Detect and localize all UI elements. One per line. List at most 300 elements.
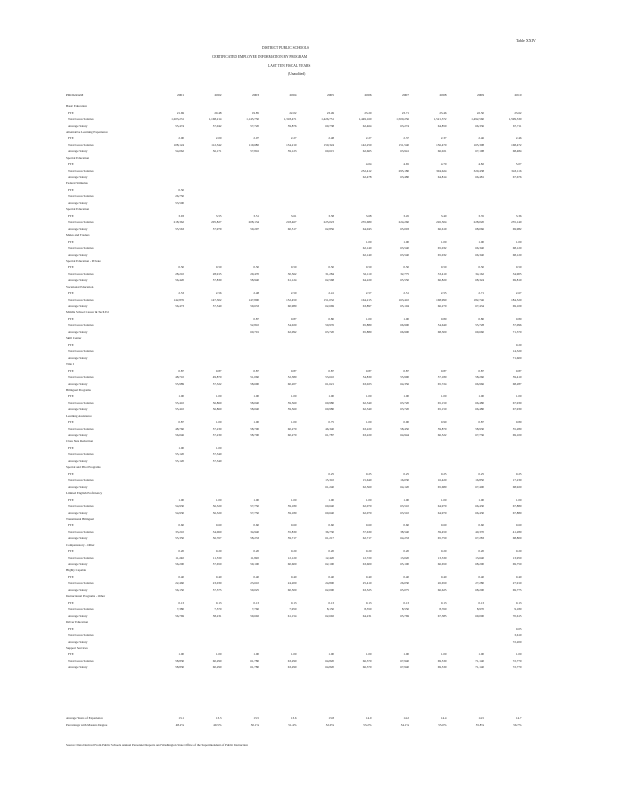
row-label-fte: FTE [68, 291, 74, 296]
cell-total: 71,140 [475, 658, 484, 663]
cell-total: 165,308 [473, 142, 484, 147]
cell-total: 58,700 [250, 426, 259, 431]
cell-fte: 0.87 [290, 316, 297, 321]
cell-fte: 0.90 [403, 420, 409, 425]
cell-avg: 60,500 [287, 587, 297, 592]
cell-total: 48,710 [175, 375, 184, 379]
cell-avg: 59,180 [287, 510, 297, 515]
row-label-total: Total Gross Salaries [68, 529, 94, 534]
program-section [66, 233, 536, 259]
cell-total: 60,980 [325, 400, 334, 405]
row-label-fte: FTE [68, 368, 74, 373]
cell-total: 57,340 [212, 452, 222, 457]
cell-fte: 23.46 [439, 110, 447, 115]
cell-avg: 67,400 [475, 484, 484, 489]
cell-fte: 1.00 [178, 394, 184, 399]
cell-total: 37,630 [362, 529, 372, 534]
cell-fte: 23.62 [514, 110, 522, 115]
row-label-fte: FTE [68, 394, 74, 399]
cell-total: 67,880 [512, 504, 522, 508]
cell-avg: 63,290 [287, 665, 297, 670]
cell-total: 218,467 [286, 220, 297, 225]
cell-fte: 0.50 [328, 265, 334, 270]
cell-fte: 0.13 [328, 600, 334, 605]
footer-cell: 53.2% [363, 723, 372, 727]
cell-total: 1,203,231 [171, 117, 184, 121]
cell-avg: 70,615 [512, 613, 522, 618]
row-label-total: Total Gross Salaries [68, 607, 94, 612]
cell-total: 63,290 [287, 658, 297, 663]
cell-total: 8,350 [364, 607, 372, 612]
cell-fte: 0.60 [178, 523, 184, 528]
cell-avg: 53,500 [175, 200, 184, 205]
cell-total: 13,020 [400, 555, 409, 560]
cell-total: 54,830 [362, 375, 372, 379]
cell-total: 52,810 [250, 323, 259, 328]
cell-total: 224,260 [398, 220, 409, 225]
cell-fte: 0.80 [515, 316, 522, 321]
cell-fte: 3.51 [253, 213, 259, 218]
cell-total: 57,180 [437, 375, 447, 379]
program-title: Learning Assistance [66, 413, 92, 418]
cell-fte: 0.75 [328, 420, 334, 425]
program-title: Males and Traders [66, 233, 90, 237]
cell-avg: 58,700 [250, 433, 259, 438]
cell-fte: 22.02 [289, 110, 297, 115]
cell-fte: 2.37 [440, 136, 447, 141]
cell-avg: 62,568 [325, 278, 334, 283]
row-label-avg: Average Salary [68, 613, 88, 618]
cell-avg: 63,274 [400, 123, 409, 128]
cell-avg: 56,150 [175, 587, 184, 592]
cell-total: 134,210 [286, 142, 297, 147]
footer-cell: 13.8 [328, 716, 334, 720]
row-label-total: Total Gross Salaries [68, 323, 94, 328]
cell-fte: 0.80 [440, 316, 447, 321]
cell-fte: 2.00 [178, 136, 184, 141]
cell-fte: 0.60 [403, 523, 409, 528]
cell-fte: 2.27 [365, 136, 372, 141]
cell-avg: 55,989 [175, 381, 184, 386]
cell-total: 28,210 [175, 271, 184, 276]
cell-avg: 64,850 [437, 123, 447, 128]
cell-avg: 55,350 [175, 536, 184, 541]
cell-avg: 71,600 [512, 355, 522, 360]
cell-fte: 3.35 [478, 213, 484, 218]
cell-avg: 72,200 [512, 639, 522, 644]
cell-total: 27,280 [475, 581, 484, 586]
cell-fte: 1.00 [290, 497, 297, 502]
cell-total: 12,120 [287, 555, 297, 560]
program-section [66, 259, 536, 285]
cell-avg: 60,600 [287, 562, 297, 567]
cell-total: 218,362 [173, 220, 184, 225]
cell-total: 156,470 [436, 142, 447, 147]
cell-avg: 67,711 [512, 123, 522, 128]
cell-avg: 63,941 [400, 149, 409, 154]
year-col-2001: 2001 [177, 93, 184, 97]
cell-avg: 65,032 [437, 252, 447, 257]
cell-fte: 1.00 [515, 497, 522, 502]
cell-avg: 64,231 [362, 613, 372, 618]
row-label-fte: FTE [68, 239, 74, 244]
cell-fte: 0.40 [515, 574, 522, 579]
row-label-total: Total Gross Salaries [68, 478, 94, 483]
cell-total: 168,990 [436, 297, 447, 302]
row-label-fte: FTE [68, 445, 74, 450]
cell-avg: 59,123 [287, 149, 297, 154]
program-section [66, 388, 536, 414]
program-section [66, 465, 536, 491]
cell-fte: 2.67 [515, 291, 522, 296]
cell-avg: 64,120 [400, 484, 409, 489]
cell-fte: 0.13 [440, 600, 447, 605]
program-title: Support Services [66, 645, 88, 650]
cell-avg: 69,100 [512, 433, 522, 438]
row-label-avg: Average Salary [68, 355, 88, 360]
program-title: Alternative Learning Experience [66, 129, 108, 134]
cell-avg: 56,046 [175, 433, 184, 438]
cell-avg: 59,297 [250, 226, 259, 231]
cell-fte: 0.60 [253, 523, 259, 528]
header-line-1: DISTRICT PUBLIC SCHOOLS [262, 46, 310, 50]
row-label-fte: FTE [68, 497, 74, 502]
cell-total: 60,290 [212, 658, 222, 663]
cell-total: 65,032 [437, 246, 447, 250]
cell-avg: 61,240 [325, 484, 334, 489]
cell-fte: 0.25 [365, 471, 372, 476]
cell-avg: 60,270 [287, 433, 297, 438]
cell-total: 66,430 [475, 504, 484, 508]
year-col-2005: 2005 [327, 93, 334, 97]
row-label-fte: FTE [68, 136, 74, 141]
footer-cell: 49.5% [213, 723, 222, 727]
cell-avg: 69,982 [512, 226, 522, 231]
cell-avg: 68,200 [475, 562, 484, 567]
cell-avg: 61,780 [250, 665, 259, 670]
cell-avg: 55,120 [175, 458, 184, 463]
row-label-avg: Average Salary [68, 510, 88, 515]
cell-total: 16,850 [475, 478, 484, 483]
row-label-fte: FTE [68, 574, 74, 579]
cell-fte: 0.20 [328, 549, 334, 554]
cell-avg: 62,464 [362, 123, 372, 128]
cell-fte: 0.25 [403, 471, 409, 476]
cell-fte: 1.00 [403, 394, 409, 399]
program-title: Bilingual Programs [66, 387, 91, 392]
row-label-total: Total Gross Salaries [68, 194, 94, 199]
row-label-fte: FTE [68, 162, 74, 167]
cell-fte: 0.80 [328, 316, 334, 321]
cell-fte: 0.87 [253, 316, 259, 321]
cell-fte: 0.87 [178, 420, 184, 425]
cell-total: 142,876 [173, 297, 184, 302]
cell-fte: 0.13 [515, 600, 522, 605]
cell-avg: 57,230 [212, 433, 222, 438]
row-label-fte: FTE [68, 342, 74, 347]
row-label-avg: Average Salary [68, 123, 88, 128]
cell-avg: 64,970 [437, 510, 447, 515]
cell-total: 32,110 [362, 271, 372, 276]
row-label-avg: Average Salary [68, 381, 88, 386]
cell-fte: 0.50 [290, 265, 297, 270]
cell-avg: 63,480 [400, 175, 409, 180]
cell-total: 58,830 [175, 658, 184, 663]
cell-fte: 1.00 [328, 394, 334, 399]
cell-avg: 57,042 [212, 123, 222, 128]
cell-avg: 66,021 [437, 149, 447, 154]
cell-total: 65,150 [437, 400, 447, 405]
year-col-2006: 2006 [364, 93, 372, 97]
cell-avg: 68,066 [475, 226, 484, 231]
cell-avg: 66,340 [475, 252, 484, 257]
row-label-fte: FTE [68, 420, 74, 425]
row-label-avg: Average Salary [68, 149, 88, 154]
cell-total: 65,880 [362, 323, 372, 328]
cell-total: 68,120 [512, 246, 522, 250]
program-section [66, 181, 536, 207]
cell-avg: 56,420 [175, 278, 184, 283]
cell-fte: 0.40 [253, 574, 259, 579]
year-col-2003: 2003 [252, 93, 259, 97]
footer-row-label: Average Years of Experience [66, 716, 103, 720]
cell-total: 30,562 [287, 271, 297, 276]
cell-avg: 63,220 [362, 433, 372, 438]
cell-fte: 0.40 [478, 574, 484, 579]
footer-cell: 50.1% [250, 723, 259, 727]
cell-avg: 69,810 [512, 278, 522, 283]
cell-fte: 4.70 [440, 162, 447, 167]
cell-total: 12,420 [325, 555, 334, 560]
cell-avg: 62,856 [325, 226, 334, 231]
cell-fte: 1.00 [365, 497, 372, 502]
footer-cell: 51.4% [288, 723, 297, 727]
cell-total: 184,520 [511, 297, 522, 302]
cell-fte: 0.13 [215, 600, 222, 605]
cell-fte: 0.20 [365, 549, 372, 554]
cell-fte: 2.27 [290, 136, 297, 141]
program-title: Basic Education [66, 104, 87, 108]
cell-total: 48,760 [175, 426, 184, 431]
program-title: Transitional Bilingual [66, 516, 94, 521]
cell-avg: 56,171 [212, 149, 222, 154]
cell-total: 1,449,160 [358, 117, 372, 121]
cell-avg: 62,092 [287, 329, 297, 334]
program-title: Vocational Education [66, 284, 94, 289]
row-label-fte: FTE [68, 523, 74, 528]
cell-avg: 62,000 [325, 587, 334, 592]
program-section [66, 130, 536, 156]
cell-fte: 0.50 [440, 265, 447, 270]
cell-total: 151,032 [323, 297, 334, 302]
cell-avg: 58,690 [250, 381, 259, 386]
cell-fte: 2.41 [328, 291, 334, 296]
cell-total: 39,450 [437, 529, 447, 534]
cell-avg: 62,560 [362, 484, 372, 489]
cell-fte: 0.40 [403, 574, 409, 579]
cell-fte: 0.60 [440, 523, 447, 528]
cell-fte: 1.00 [440, 652, 447, 657]
cell-fte: 1.00 [290, 394, 297, 399]
cell-total: 16,030 [400, 478, 409, 483]
cell-total: 7,570 [214, 607, 222, 612]
cell-total: 66,900 [400, 323, 409, 328]
cell-total: 26,750 [175, 194, 184, 199]
cell-fte: 1.00 [215, 497, 222, 502]
footer-cell: 48.2% [175, 723, 184, 727]
program-section [66, 646, 536, 672]
cell-avg: 65,880 [362, 329, 372, 334]
cell-total: 208,134 [248, 220, 259, 225]
cell-total: 108,124 [173, 142, 184, 147]
cell-avg: 61,217 [325, 536, 334, 541]
cell-avg: 65,100 [400, 562, 409, 567]
cell-avg: 62,665 [362, 149, 372, 154]
source-note: Source: Data Derived From Public Schools Annual Personnel Reports and Washington State Office of the Superintendent of Public Instruction [66, 743, 248, 747]
cell-fte: 23.71 [401, 110, 409, 115]
cell-fte: 1.00 [515, 239, 522, 244]
row-label-total: Total Gross Salaries [68, 504, 94, 508]
cell-total: 14,320 [512, 349, 522, 354]
cell-total: 63,540 [400, 246, 409, 250]
cell-fte: 0.20 [478, 549, 484, 554]
program-title: Class Size Reduction [66, 439, 94, 444]
cell-avg: 54,062 [175, 149, 184, 154]
cell-avg: 64,814 [437, 175, 447, 180]
cell-fte: 2.51 [403, 291, 409, 296]
row-label-avg: Average Salary [68, 562, 88, 567]
cell-fte: 1.00 [290, 652, 297, 657]
cell-avg: 68,300 [437, 329, 447, 334]
row-label-avg: Average Salary [68, 226, 88, 231]
cell-total: 56,320 [212, 504, 222, 508]
cell-fte: 0.87 [515, 368, 522, 373]
cell-avg: 57,816 [250, 149, 259, 154]
cell-fte: 0.40 [365, 574, 372, 579]
row-label-avg: Average Salary [68, 665, 88, 670]
cell-fte: 1.00 [440, 394, 447, 399]
cell-fte: 1.00 [253, 652, 259, 657]
cell-total: 38,540 [400, 529, 409, 534]
row-label-avg: Average Salary [68, 587, 88, 592]
cell-total: 11,240 [175, 555, 184, 560]
cell-fte: 0.40 [328, 574, 334, 579]
cell-fte: 3.36 [515, 213, 522, 218]
cell-total: 252,412 [361, 168, 372, 173]
cell-fte: 0.13 [365, 600, 372, 605]
cell-total: 15,310 [325, 478, 334, 483]
cell-total: 41,280 [512, 529, 522, 534]
cell-total: 57,750 [250, 504, 259, 508]
cell-fte: 0.25 [478, 471, 484, 476]
cell-avg: 66,270 [437, 304, 447, 309]
cell-fte: 1.00 [365, 420, 372, 425]
cell-fte: 1.00 [365, 394, 372, 399]
cell-fte: 3.61 [290, 213, 297, 218]
row-label-fte: FTE [68, 110, 74, 115]
cell-fte: 1.00 [215, 394, 222, 399]
cell-avg: 63,525 [362, 587, 372, 592]
cell-avg: 63,720 [400, 407, 409, 412]
cell-avg: 62,140 [362, 252, 372, 257]
footer-row-label: Percentage with Masters Degree [66, 723, 108, 727]
cell-fte: 0.50 [178, 265, 184, 270]
footer-cell: 56.7% [513, 723, 522, 727]
cell-total: 35,830 [287, 529, 297, 534]
cell-fte: 0.05 [515, 626, 522, 631]
cell-fte: 0.87 [365, 368, 372, 373]
cell-avg: 61,787 [325, 433, 334, 438]
cell-total: 26,650 [437, 581, 447, 586]
row-label-total: Total Gross Salaries [68, 220, 94, 225]
program-section [66, 362, 536, 388]
cell-total: 226,504 [436, 220, 447, 225]
cell-total: 59,180 [287, 504, 297, 508]
cell-fte: 0.13 [253, 600, 259, 605]
program-title: Special and Pilot Programs [66, 465, 101, 470]
cell-fte: 0.87 [440, 368, 447, 373]
cell-fte: 0.50 [253, 265, 259, 270]
cell-total: 151,540 [398, 142, 409, 147]
cell-avg: 66,966 [475, 381, 484, 386]
cell-avg: 60,980 [325, 407, 334, 412]
cell-total: 28,915 [212, 271, 222, 276]
cell-avg: 59,025 [250, 587, 259, 592]
cell-total: 57,096 [512, 323, 522, 328]
cell-total: 29,470 [250, 271, 259, 276]
footer-cell: 55.8% [475, 723, 484, 727]
cell-fte: 0.60 [290, 523, 297, 528]
year-col-2010: 2010 [514, 93, 522, 97]
row-label-total: Total Gross Salaries [68, 633, 94, 637]
cell-total: 1,318,471 [283, 117, 297, 121]
cell-total: 205,827 [211, 220, 222, 225]
cell-total: 50,976 [325, 323, 334, 328]
cell-total: 55,410 [175, 400, 184, 405]
cell-avg: 56,200 [175, 562, 184, 567]
row-label-avg: Average Salary [68, 329, 88, 334]
cell-total: 27,910 [512, 581, 522, 586]
row-label-total: Total Gross Salaries [68, 246, 94, 250]
cell-fte: 1.00 [178, 652, 184, 657]
cell-fte: 1.00 [478, 239, 484, 244]
row-label-avg: Average Salary [68, 639, 88, 644]
cell-total: 8,970 [476, 607, 484, 612]
cell-fte: 2.71 [478, 291, 484, 296]
cell-avg: 57,322 [212, 381, 222, 386]
cell-avg: 62,070 [362, 510, 372, 515]
cell-fte: 0.20 [290, 549, 297, 554]
row-label-avg: Average Salary [68, 252, 88, 257]
cell-fte: 0.87 [403, 368, 409, 373]
cell-total: 182,746 [473, 297, 484, 302]
cell-avg: 63,540 [400, 252, 409, 257]
cell-fte: 3.68 [365, 213, 372, 218]
cell-avg: 65,150 [437, 407, 447, 412]
cell-avg: 56,769 [175, 613, 184, 618]
cell-avg: 55,563 [175, 226, 184, 231]
cell-fte: 0.50 [178, 187, 184, 192]
cell-total: 164,215 [361, 297, 372, 302]
cell-fte: 1.00 [478, 652, 484, 657]
cell-avg: 67,940 [400, 665, 409, 670]
cell-avg: 68,324 [475, 278, 484, 283]
cell-total: 66,480 [475, 400, 484, 405]
cell-avg: 58,040 [250, 407, 259, 412]
cell-total: 62,140 [362, 246, 372, 250]
year-col-2007: 2007 [402, 93, 409, 97]
cell-fte: 2.46 [515, 136, 522, 141]
